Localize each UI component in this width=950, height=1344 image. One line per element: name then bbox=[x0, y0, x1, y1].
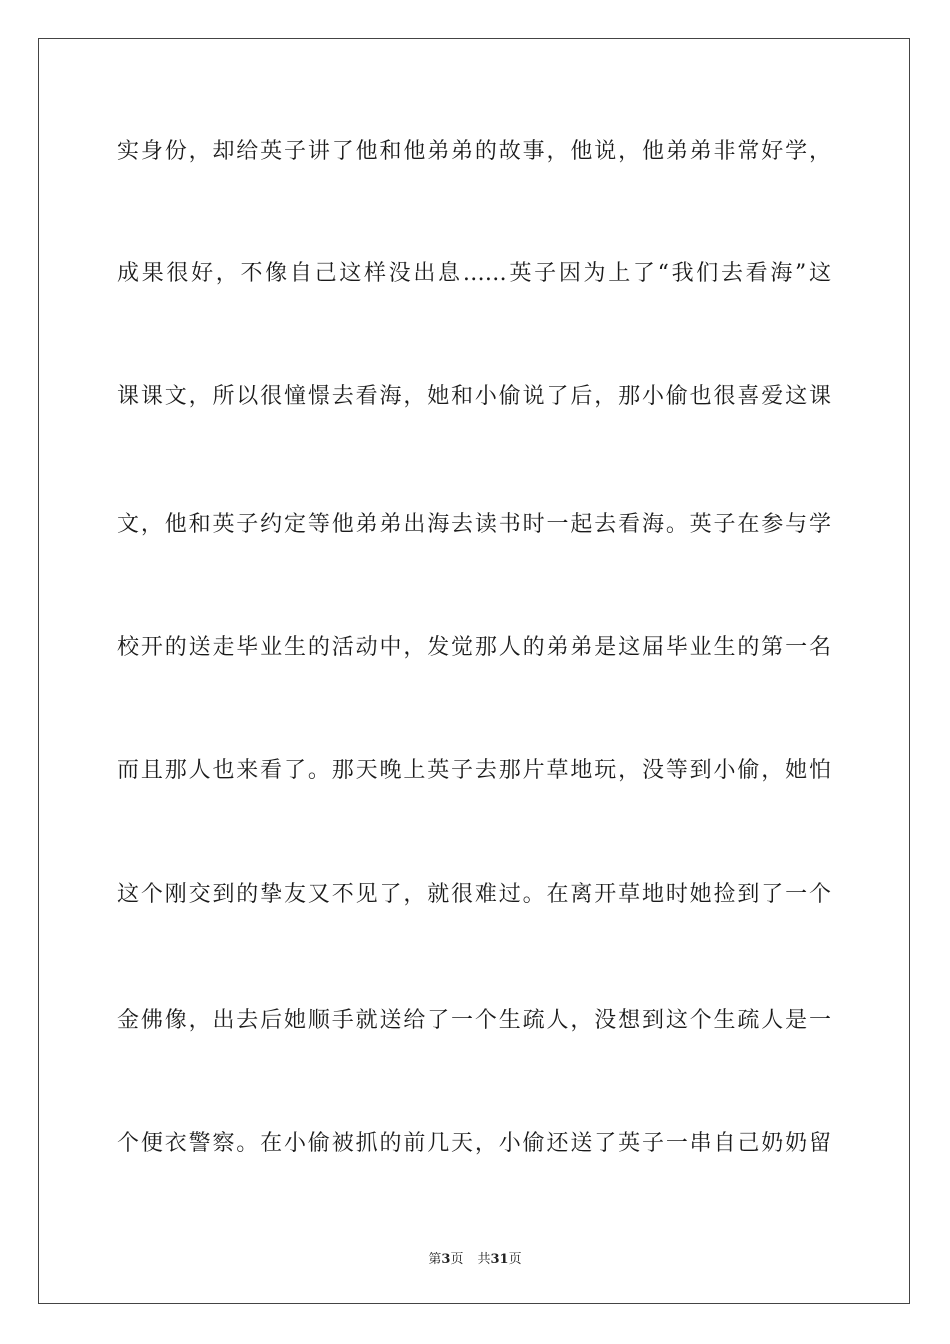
body-line: 校开的送走毕业生的活动中，发觉那人的弟弟是这届毕业生的第一名 bbox=[117, 635, 831, 660]
body-line: 这个刚交到的挚友又不见了，就很难过。在离开草地时她捡到了一个 bbox=[117, 882, 831, 907]
total-pages: 31 bbox=[490, 1252, 509, 1267]
body-line: 实身份，却给英子讲了他和他弟弟的故事，他说，他弟弟非常好学， bbox=[117, 139, 831, 164]
total-prefix: 共 bbox=[477, 1252, 491, 1267]
body-line: 成果很好，不像自己这样没出息……英子因为上了“我们去看海”这 bbox=[117, 261, 831, 286]
page-number: 3 bbox=[441, 1252, 451, 1267]
body-line: 课课文，所以很憧憬去看海，她和小偷说了后，那小偷也很喜爱这课 bbox=[117, 384, 831, 409]
page-footer bbox=[0, 1248, 950, 1267]
body-line: 金佛像，出去后她顺手就送给了一个生疏人，没想到这个生疏人是一 bbox=[117, 1008, 831, 1033]
body-line: 而且那人也来看了。那天晚上英子去那片草地玩，没等到小偷，她怕 bbox=[117, 758, 831, 783]
body-line: 文，他和英子约定等他弟弟出海去读书时一起去看海。英子在参与学 bbox=[117, 512, 831, 537]
body-line: 个便衣警察。在小偷被抓的前几天，小偷还送了英子一串自己奶奶留 bbox=[117, 1131, 831, 1156]
page-frame bbox=[38, 38, 910, 1304]
page-prefix: 第 bbox=[428, 1252, 442, 1267]
page-suffix: 页 bbox=[450, 1252, 464, 1267]
total-suffix: 页 bbox=[508, 1252, 522, 1267]
